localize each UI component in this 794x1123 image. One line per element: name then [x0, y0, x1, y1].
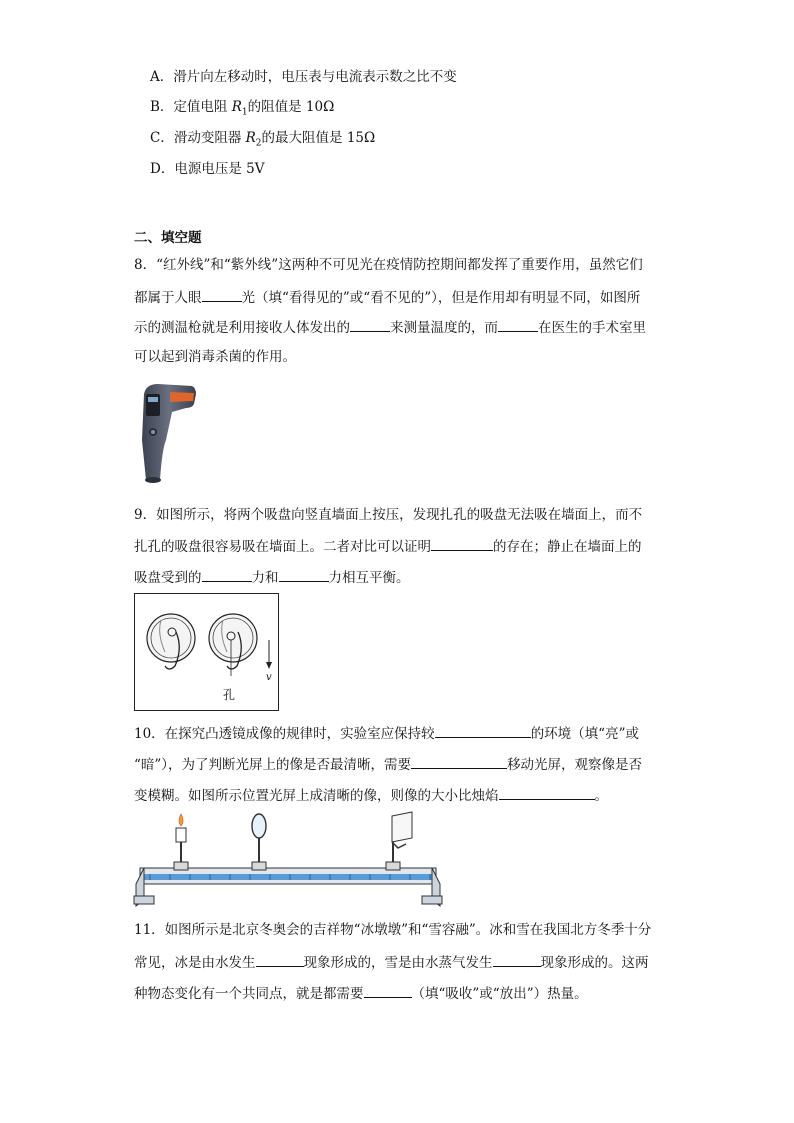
q8-blank-2[interactable] [350, 317, 390, 332]
light-screen [392, 812, 412, 842]
r1-sub: 1 [241, 107, 248, 118]
q10-text: 变模糊。如图所示位置光屏上成清晰的像，则像的大小比烛焰 [134, 788, 499, 804]
r2-sub: 2 [255, 138, 262, 149]
candle [176, 828, 186, 842]
q10-text: 。 [594, 788, 608, 804]
trigger-center [151, 430, 155, 434]
q9-text: 扎孔的吸盘很容易吸在墙面上。二者对比可以证明 [134, 539, 431, 555]
q9-line2 [134, 536, 642, 556]
q10-blank-3[interactable] [499, 785, 595, 800]
option-b-text: B．定值电阻 [150, 99, 232, 115]
q10-blank-2[interactable] [411, 754, 507, 769]
q9-text: 力相互平衡。 [328, 570, 410, 586]
orange-band [170, 392, 194, 402]
option-b [150, 98, 334, 122]
q11-blank-2[interactable] [493, 952, 541, 967]
q10-line3 [134, 785, 608, 805]
candle-flame [179, 814, 183, 826]
q10-text: 的环境（填“亮”或 [530, 726, 639, 742]
q8-blank-3[interactable] [498, 317, 538, 332]
screen-holder-base [386, 862, 400, 870]
option-a: A．滑片向左移动时，电压表与电流表示数之比不变 [150, 69, 457, 85]
screen-clip [392, 842, 406, 848]
q9-blank-3[interactable] [279, 567, 329, 582]
q10-text: “暗”），为了判断光屏上的像是否最清晰，需要 [134, 757, 412, 773]
velocity-arrowhead [266, 662, 272, 669]
optical-bench-figure [130, 810, 444, 910]
q8-text: 在医生的手术室里 [538, 320, 646, 336]
q10-text: 10．在探究凸透镜成像的规律时，实验室应保持较 [134, 726, 435, 742]
q11-text: 现象形成的。这两 [540, 955, 649, 971]
option-c-value: 的最大阻值是 15Ω [261, 130, 376, 146]
q9-blank-2[interactable] [202, 567, 252, 582]
q11-text: 种物态变化有一个共同点，就是都需要 [134, 986, 364, 1002]
q9-blank-1[interactable] [431, 536, 493, 551]
r2-var: R [245, 130, 256, 146]
hole-label: 孔 [223, 688, 236, 702]
q11-blank-3[interactable] [364, 983, 412, 998]
thermometer-gun-figure [136, 380, 198, 486]
q11-line3 [134, 983, 588, 1003]
q8-text: 都属于人眼 [134, 290, 202, 306]
q8-line2 [134, 287, 640, 307]
q8-line4: 可以起到消毒杀菌的作用。 [134, 349, 296, 365]
q10-text: 移动光屏，观察像是否 [507, 757, 643, 773]
velocity-label: v [266, 672, 272, 683]
suction-cup-right [209, 614, 257, 662]
q10-blank-1[interactable] [435, 723, 531, 738]
q9-text: 的存在；静止在墙面上的 [493, 539, 642, 555]
q11-text: （填“吸收”或“放出”）热量。 [411, 986, 588, 1002]
q9-line1: 9．如图所示，将两个吸盘向竖直墙面上按压，发现扎孔的吸盘无法吸在墙面上，而不 [134, 507, 643, 523]
q9-line3 [134, 567, 410, 587]
option-c [150, 129, 375, 153]
q9-text: 力和 [251, 570, 279, 586]
convex-lens [252, 814, 266, 838]
q11-line1: 11．如图所示是北京冬奥会的吉祥物“冰墩墩”和“雪容融”。冰和雪在我国北方冬季十分 [134, 922, 652, 938]
handle-base [145, 477, 161, 483]
suction-cup-left [147, 614, 195, 662]
right-base [422, 896, 442, 904]
q8-blank-1[interactable] [202, 287, 242, 302]
q8-text: 光（填“看得见的”或“看不见的”），但是作用却有明显不同，如图所 [241, 290, 641, 306]
section-title: 二、填空题 [134, 230, 202, 246]
q9-text: 吸盘受到的 [134, 570, 202, 586]
q10-line1 [134, 723, 639, 743]
left-base [134, 896, 154, 904]
q8-text: 来测量温度的，而 [390, 320, 498, 336]
q8-line1: 8．“红外线”和“紫外线”这两种不可见光在疫情防控期间都发挥了重要作用，虽然它们 [134, 257, 643, 273]
option-b-value: 的阻值是 10Ω [247, 99, 335, 115]
q11-line2 [134, 952, 649, 972]
suction-cup-figure [134, 593, 279, 711]
q11-blank-1[interactable] [256, 952, 304, 967]
q11-text: 现象形成的，雪是由水蒸气发生 [303, 955, 493, 971]
q8-text: 示的测温枪就是利用接收人体发出的 [134, 320, 350, 336]
candle-holder-base [174, 862, 188, 870]
lens-holder-base [252, 862, 266, 870]
q10-line2 [134, 754, 642, 774]
display-readout [148, 397, 158, 402]
option-d: D．电源电压是 5V [150, 161, 265, 177]
option-c-text: C．滑动变阻器 [150, 130, 246, 146]
r1-var: R [231, 99, 242, 115]
bench-scale [144, 874, 432, 880]
q8-line3 [134, 317, 646, 337]
q11-text: 常见，冰是由水发生 [134, 955, 256, 971]
